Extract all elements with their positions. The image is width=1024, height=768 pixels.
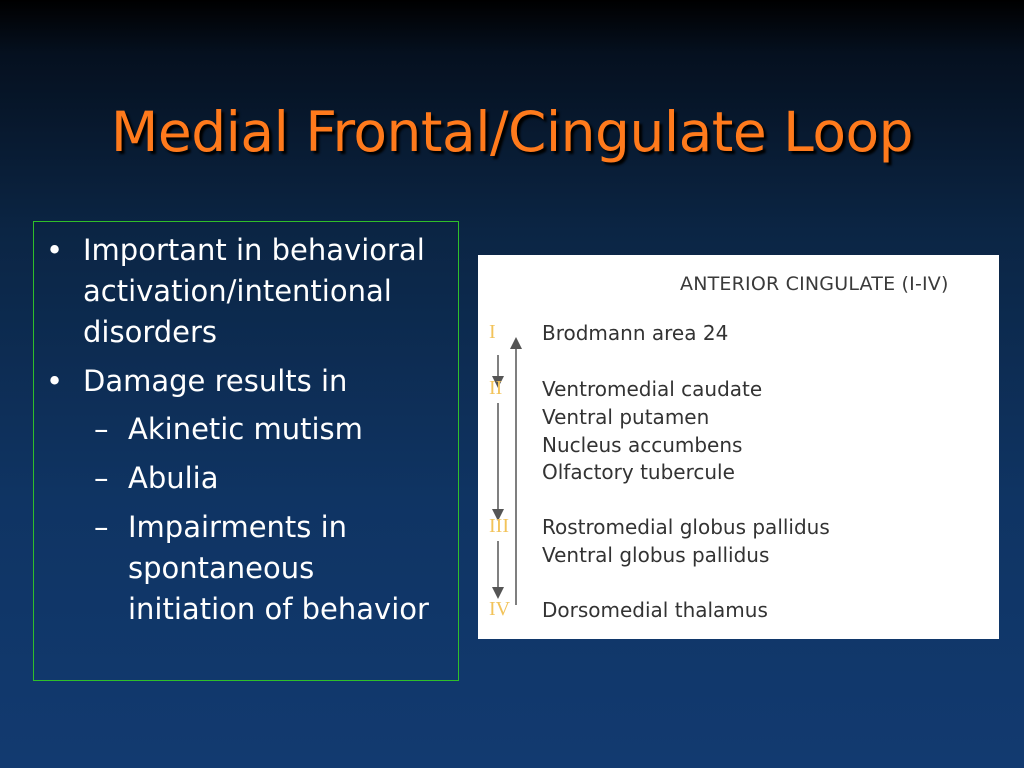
stage-numeral: I [489,321,496,343]
region-label: Nucleus accumbens [542,433,743,457]
slide-title: Medial Frontal/Cingulate Loop [110,100,914,164]
stage-numeral: III [489,515,509,537]
bullet-line: Damage results in [83,364,348,398]
figure-title: ANTERIOR CINGULATE (I-IV) [680,273,949,295]
bullet-marker: • [46,364,64,398]
sub-bullet-line: spontaneous [128,551,315,585]
bullet-marker: • [46,233,64,267]
stage-numeral: II [489,377,503,399]
bullet-item [46,230,425,353]
sub-bullet-line: Abulia [128,461,219,495]
sub-bullet-marker: – [94,461,109,495]
region-label: Ventromedial caudate [542,377,763,401]
bullet-line: Important in behavioral [83,233,425,267]
sub-bullet-marker: – [94,412,109,446]
sub-bullet-line: Akinetic mutism [128,412,363,446]
sub-bullet-marker: – [94,510,109,544]
sub-bullet-item [94,507,429,630]
region-label: Ventral putamen [542,405,710,429]
sub-bullet-item [94,458,219,499]
bullet-line: activation/intentional [83,274,392,308]
anterior-cingulate-figure [478,255,999,639]
bullet-text-box [33,221,459,681]
region-label: Ventral globus pallidus [542,543,770,567]
sub-bullet-line: initiation of behavior [128,592,429,626]
region-label: Dorsomedial thalamus [542,598,768,622]
bullet-line: disorders [83,315,218,349]
region-label: Rostromedial globus pallidus [542,515,830,539]
sub-bullet-item [94,409,363,450]
region-label: Olfactory tubercule [542,460,735,484]
bullet-item [46,361,347,402]
region-label: Brodmann area 24 [542,321,729,345]
stage-numeral: IV [489,598,511,620]
sub-bullet-line: Impairments in [128,510,348,544]
